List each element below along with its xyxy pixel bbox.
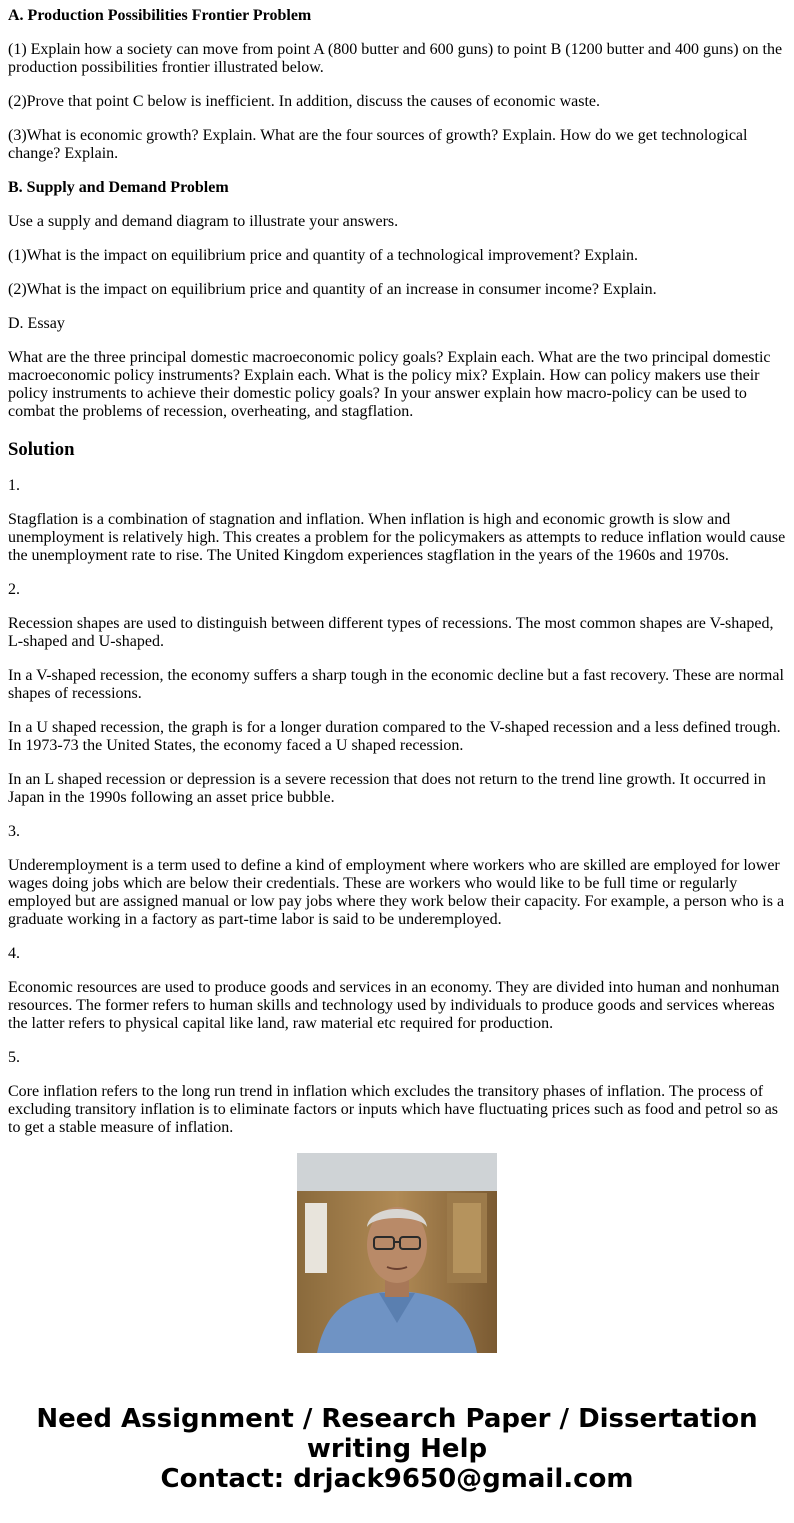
section-a-item-3: (3)What is economic growth? Explain. What are the four sources of growth? Explain. How do we get technological change? Explain. [8,127,748,162]
avatar [297,1153,497,1353]
section-d-body: What are the three principal domestic macroeconomic policy goals? Explain each. What are the two principal domestic macroeconomic policy instruments? Explain each. What is the policy mix? Explain. How can policy makers use their policy instruments to achieve their domestic policy goals? In your answer explain how macro-policy can be used to combat the problems of recession, overheating, and stagflation. [8,349,771,420]
solution-part-3-paragraph: Underemployment is a term used to define a kind of employment where workers who are skilled are employed for lower wages doing jobs which are below their credentials. These are workers who would like to be full time or regularly employed but are assigned manual or low pay jobs where they work below their capacity. For example, a person who is a graduate working in a factory as part-time labor is said to be underemployed. [8,857,785,928]
solution-part-1-paragraph: Stagflation is a combination of stagnation and inflation. When inflation is high and economic growth is slow and unemployment is relatively high. This creates a problem for the policymakers as attempts to reduce inflation would cause the unemployment rate to rise. The United Kingdom experiences stagflation in the years of the 1960s and 1970s. [8,511,786,564]
solution-part-5-paragraph: Core inflation refers to the long run trend in inflation which excludes the transitory phases of inflation. The process of excluding transitory inflation is to eliminate factors or inputs which have fluctuating prices such as food and petrol so as to get a stable measure of inflation. [8,1083,779,1136]
solution-part-5-number: 5. [8,1049,20,1066]
section-b-item-2: (2)What is the impact on equilibrium price and quantity of an increase in consumer income? Explain. [8,281,657,298]
solution-part-2-number: 2. [8,581,20,598]
section-a-item-2: (2)Prove that point C below is inefficient. In addition, discuss the causes of economic waste. [8,93,601,110]
section-a-item-1: (1) Explain how a society can move from point A (800 butter and 600 guns) to point B (1200 butter and 400 guns) on the production possibilities frontier illustrated below. [8,41,783,76]
solution-part-3-number: 3. [8,823,20,840]
document-body [8,0,786,1136]
section-b-intro: Use a supply and demand diagram to illustrate your answers. [8,213,399,230]
promo-section [0,1153,794,1523]
solution-part-2-paragraph: Recession shapes are used to distinguish between different types of recessions. The most common shapes are V-shaped, L-shaped and U-shaped. [8,615,774,650]
solution-part-4-paragraph: Economic resources are used to produce goods and services in an economy. They are divided into human and nonhuman resources. The former refers to human skills and technology used by individuals to produce goods and services whereas the latter refers to physical capital like land, raw material etc required for production. [8,979,780,1032]
author-photo [297,1153,497,1353]
solution-part-1-number: 1. [8,477,20,494]
section-d-heading: D. Essay [8,315,65,332]
solution-heading: Solution [8,439,75,460]
solution-part-4-number: 4. [8,945,20,962]
solution-part-2-paragraph: In a V-shaped recession, the economy suffers a sharp tough in the economic decline but a fast recovery. These are normal shapes of recessions. [8,667,784,702]
promo-contact[interactable]: Contact: drjack9650@gmail.com [160,1464,634,1494]
section-a-heading: A. Production Possibilities Frontier Problem [8,7,312,24]
section-b-heading: B. Supply and Demand Problem [8,179,229,196]
promo-text [0,1404,794,1494]
promo-line-2: writing Help [306,1434,488,1464]
promo-line-1: Need Assignment / Research Paper / Dissertation [36,1404,758,1434]
section-b-item-1: (1)What is the impact on equilibrium price and quantity of a technological improvement? Explain. [8,247,639,264]
solution-part-2-paragraph: In a U shaped recession, the graph is for a longer duration compared to the V-shaped recession and a less defined trough. In 1973-73 the United States, the economy faced a U shaped recession. [8,719,781,754]
solution-part-2-paragraph: In an L shaped recession or depression is a severe recession that does not return to the trend line growth. It occurred in Japan in the 1990s following an asset price bubble. [8,771,766,806]
